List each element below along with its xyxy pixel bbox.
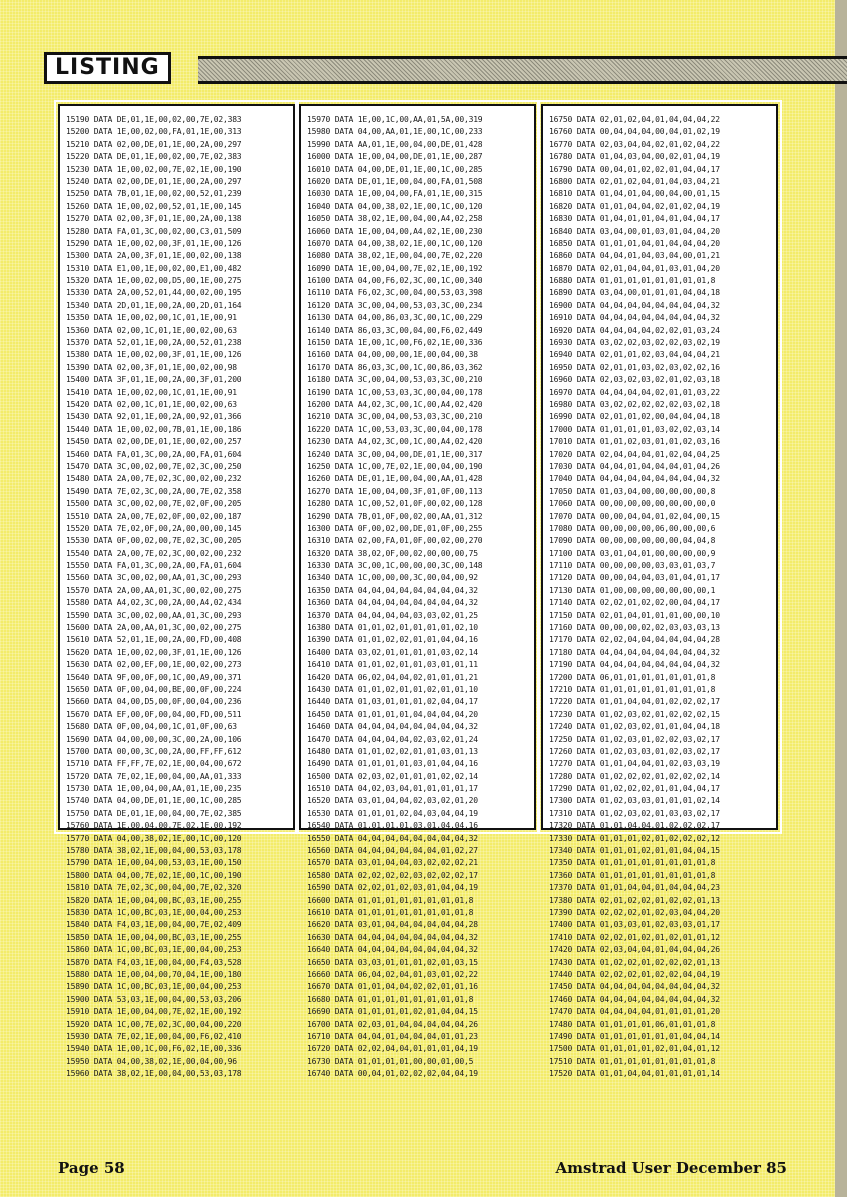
listing-line: 15330 DATA 2A,00,52,01,44,00,02,00,195 [66,288,242,298]
listing-line: 17000 DATA 01,01,01,01,03,02,02,03,14 [549,424,720,434]
issue-label: Amstrad User December 85 [555,1159,787,1177]
listing-line: 15700 DATA 00,00,3C,00,2A,00,FF,FF,612 [66,746,242,756]
listing-line: 15410 DATA 1E,00,02,00,1C,01,1E,00,91 [66,387,237,397]
listing-line: 15660 DATA 04,00,D5,00,0F,00,04,00,236 [66,697,242,707]
listing-line: 16930 DATA 03,02,02,03,02,02,03,02,19 [549,338,720,348]
listing-line: 16610 DATA 01,01,01,01,01,01,01,01,8 [307,908,474,917]
listing-line: 17030 DATA 04,04,01,04,04,04,01,04,26 [549,461,720,471]
listing-line: 15910 DATA 1E,00,04,00,7E,02,1E,00,192 [66,1007,242,1017]
listing-line: 15840 DATA F4,03,1E,00,04,00,7E,02,409 [66,920,242,930]
listing-line: 15860 DATA 1C,00,BC,03,1E,00,04,00,253 [66,945,242,955]
listing-line: 17480 DATA 01,01,01,01,06,01,01,01,8 [549,1019,716,1029]
listing-line: 16860 DATA 04,04,01,04,03,04,00,01,21 [549,251,720,261]
listing-line: 15800 DATA 04,00,7E,02,1E,00,1C,00,190 [66,870,242,880]
listing-line: 16800 DATA 02,01,02,04,01,04,03,04,21 [549,176,720,186]
listing-line: 16730 DATA 01,01,01,01,00,00,01,00,5 [307,1056,474,1066]
listing-line: 17260 DATA 01,02,03,03,01,02,03,02,17 [549,746,720,756]
listing-line: 15400 DATA 3F,01,1E,00,2A,00,3F,01,200 [66,375,242,385]
listing-line: 17310 DATA 01,02,03,02,01,03,03,02,17 [549,808,720,818]
listing-line: 17330 DATA 01,01,01,02,01,02,02,02,12 [549,833,720,843]
listing-line: 17090 DATA 00,00,00,00,00,00,04,04,8 [549,536,716,546]
listing-line: 16100 DATA 04,00,F6,02,3C,00,1C,00,340 [307,276,483,286]
listing-line: 16630 DATA 04,04,04,04,04,04,04,04,32 [307,932,478,942]
listing-line: 16410 DATA 01,01,02,01,01,03,01,01,11 [307,660,478,670]
listing-line: 16080 DATA 38,02,1E,00,04,00,7E,02,220 [307,251,483,261]
listing-line: 17140 DATA 02,02,01,02,02,00,04,04,17 [549,598,720,608]
listing-line: 16890 DATA 03,04,00,01,01,01,04,04,18 [549,288,720,298]
listing-line: 15620 DATA 1E,00,02,00,3F,01,1E,00,126 [66,647,242,657]
listing-line: 16540 DATA 01,01,01,01,03,01,04,04,16 [307,821,478,831]
listing-line: 15610 DATA 52,01,1E,00,2A,00,FD,00,408 [66,635,242,645]
listing-line: 15580 DATA A4,02,3C,00,2A,00,A4,02,434 [66,598,242,608]
listing-line: 17420 DATA 02,03,04,04,01,04,04,04,26 [549,945,720,955]
listing-line: 16720 DATA 02,02,04,04,01,01,01,04,19 [307,1044,478,1054]
listing-line: 15680 DATA 0F,00,04,00,1C,01,0F,00,63 [66,722,237,732]
listing-line: 16240 DATA 3C,00,04,00,DE,01,1E,00,317 [307,449,483,459]
listing-line: 17500 DATA 01,01,01,01,02,01,04,01,12 [549,1044,720,1054]
listing-line: 15720 DATA 7E,02,1E,00,04,00,AA,01,333 [66,771,242,781]
listing-line: 16090 DATA 1E,00,04,00,7E,02,1E,00,192 [307,263,483,273]
listing-line: 16570 DATA 03,01,04,04,03,02,02,02,21 [307,858,478,868]
listing-line: 15990 DATA AA,01,1E,00,04,00,DE,01,428 [307,139,483,149]
listing-line: 17380 DATA 02,01,02,02,01,02,02,01,13 [549,895,720,905]
listing-line: 15830 DATA 1C,00,BC,03,1E,00,04,00,253 [66,908,242,917]
listing-line: 17180 DATA 04,04,04,04,04,04,04,04,32 [549,647,720,657]
listing-line: 15870 DATA F4,03,1E,00,04,00,F4,03,528 [66,957,242,967]
listing-line: 16150 DATA 1E,00,1C,00,F6,02,1E,00,336 [307,338,483,348]
listing-line: 17070 DATA 00,00,04,04,01,02,04,00,15 [549,511,720,521]
listing-line: 15780 DATA 38,02,1E,00,04,00,53,03,178 [66,846,242,856]
listing-line: 16520 DATA 03,01,04,04,02,03,02,01,20 [307,796,478,806]
listing-line: 15650 DATA 0F,00,04,00,BE,00,0F,00,224 [66,684,242,694]
listing-line: 15600 DATA 2A,00,AA,01,3C,00,02,00,275 [66,623,242,633]
listing-line: 15340 DATA 2D,01,1E,00,2A,00,2D,01,164 [66,300,242,310]
listing-line: 16130 DATA 04,00,86,03,3C,00,1C,00,229 [307,313,483,323]
listing-line: 15920 DATA 1C,00,7E,02,3C,00,04,00,220 [66,1019,242,1029]
listing-line: 15430 DATA 92,01,1E,00,2A,00,92,01,366 [66,412,242,422]
listing-line: 16370 DATA 04,04,04,04,03,03,02,01,25 [307,610,478,620]
listing-line: 16260 DATA DE,01,1E,00,04,00,AA,01,428 [307,474,483,484]
listing-line: 15200 DATA 1E,00,02,00,FA,01,1E,00,313 [66,127,242,137]
listing-line: 15790 DATA 1E,00,04,00,53,03,1E,00,150 [66,858,242,868]
listing-line: 16980 DATA 03,02,02,02,02,02,03,02,18 [549,399,720,409]
listing-line: 17250 DATA 01,02,03,01,02,02,03,02,17 [549,734,720,744]
listing-line: 16170 DATA 86,03,3C,00,1C,00,86,03,362 [307,362,483,372]
listing-line: 17350 DATA 01,01,01,01,01,01,01,01,8 [549,858,716,868]
listing-line: 16350 DATA 04,04,04,04,04,04,04,04,32 [307,585,478,595]
listing-line: 17040 DATA 04,04,04,04,04,04,04,04,32 [549,474,720,484]
listing-lines [60,114,293,1079]
listing-column-1 [58,104,295,1079]
listing-line: 16660 DATA 06,04,02,04,01,03,01,02,22 [307,969,478,979]
listing-line: 17020 DATA 02,04,04,04,01,02,04,04,25 [549,449,720,459]
listing-line: 15530 DATA 0F,00,02,00,7E,02,3C,00,205 [66,536,242,546]
listing-line: 16000 DATA 1E,00,04,00,DE,01,1E,00,287 [307,152,483,162]
listing-line: 16970 DATA 04,04,04,04,02,01,01,03,22 [549,387,720,397]
listing-line: 17270 DATA 01,01,04,04,01,02,03,03,19 [549,759,720,769]
listing-line: 16950 DATA 02,01,01,03,02,03,02,02,16 [549,362,720,372]
listing-line: 15760 DATA 1E,00,04,00,7E,02,1E,00,192 [66,821,242,831]
listing-line: 15190 DATA DE,01,1E,00,02,00,7E,02,383 [66,115,242,124]
listing-line: 15670 DATA EF,00,0F,00,04,00,FD,00,511 [66,709,242,719]
listing-line: 15480 DATA 2A,00,7E,02,3C,00,02,00,232 [66,474,242,484]
listing-line: 17080 DATA 00,00,00,00,06,00,00,00,6 [549,523,716,533]
listing-line: 16770 DATA 02,03,04,04,02,01,02,04,22 [549,139,720,149]
listing-line: 16510 DATA 04,02,03,04,01,01,01,01,17 [307,784,478,794]
listing-line: 15890 DATA 1C,00,BC,03,1E,00,04,00,253 [66,982,242,992]
listing-line: 16990 DATA 02,01,01,02,00,04,04,04,18 [549,412,720,422]
listing-line: 17470 DATA 04,04,04,04,01,01,01,01,20 [549,1007,720,1017]
listing-line: 17510 DATA 01,01,01,01,01,01,01,01,8 [549,1056,716,1066]
listing-line: 15880 DATA 1E,00,04,00,70,04,1E,00,180 [66,969,242,979]
listing-line: 17400 DATA 01,03,03,01,02,03,03,01,17 [549,920,720,930]
listing-line: 16670 DATA 01,01,04,04,02,02,01,01,16 [307,982,478,992]
listing-line: 15560 DATA 3C,00,02,00,AA,01,3C,00,293 [66,573,242,583]
listing-line: 17360 DATA 01,01,01,01,01,01,01,01,8 [549,870,716,880]
listing-line: 17290 DATA 01,02,02,02,01,01,04,04,17 [549,784,720,794]
listing-line: 15290 DATA 1E,00,02,00,3F,01,1E,00,126 [66,238,242,248]
listing-line: 15380 DATA 1E,00,02,00,3F,01,1E,00,126 [66,350,242,360]
section-header [30,44,847,88]
listing-line: 15550 DATA FA,01,3C,00,2A,00,FA,01,604 [66,561,242,571]
listing-line: 17060 DATA 00,00,00,00,00,00,00,00,0 [549,499,716,509]
listing-line: 15640 DATA 9F,00,0F,00,1C,00,A9,00,371 [66,672,242,682]
listing-line: 17410 DATA 02,02,01,02,01,02,01,01,12 [549,932,720,942]
listing-line: 15770 DATA 04,00,38,02,1E,00,1C,00,120 [66,833,242,843]
listing-line: 16500 DATA 02,03,02,01,01,01,02,02,14 [307,771,478,781]
listing-line: 17150 DATA 02,01,04,01,01,01,00,00,10 [549,610,720,620]
listing-line: 15730 DATA 1E,00,04,00,AA,01,1E,00,235 [66,784,242,794]
listing-line: 15900 DATA 53,03,1E,00,04,00,53,03,206 [66,994,242,1004]
listing-line: 15310 DATA E1,00,1E,00,02,00,E1,00,482 [66,263,242,273]
listing-line: 15540 DATA 2A,00,7E,02,3C,00,02,00,232 [66,548,242,558]
listing-line: 17390 DATA 02,02,02,01,02,03,04,04,20 [549,908,720,917]
listing-line: 17220 DATA 01,01,04,04,01,02,02,02,17 [549,697,720,707]
page-number: Page 58 [58,1159,125,1177]
listing-line: 16490 DATA 01,01,01,01,03,01,04,04,16 [307,759,478,769]
listing-line: 16440 DATA 01,03,01,01,01,02,04,04,17 [307,697,478,707]
listing-line: 16650 DATA 03,03,01,01,01,02,01,03,15 [307,957,478,967]
listing-line: 15460 DATA FA,01,3C,00,2A,00,FA,01,604 [66,449,242,459]
listing-label: LISTING [44,52,171,84]
listing-line: 16310 DATA 02,00,FA,01,0F,00,02,00,270 [307,536,483,546]
listing-line: 17230 DATA 01,02,03,02,01,02,02,02,15 [549,709,720,719]
listing-line: 16420 DATA 06,02,04,04,02,01,01,01,21 [307,672,478,682]
listing-line: 15370 DATA 52,01,1E,00,2A,00,52,01,238 [66,338,242,348]
listing-line: 16230 DATA A4,02,3C,00,1C,00,A4,02,420 [307,437,483,447]
listing-line: 16900 DATA 04,04,04,04,04,04,04,04,32 [549,300,720,310]
listing-line: 15510 DATA 2A,00,7E,02,0F,00,02,00,187 [66,511,242,521]
listing-line: 16220 DATA 1C,00,53,03,3C,00,04,00,178 [307,424,483,434]
listing-line: 17520 DATA 01,01,04,04,01,01,01,01,14 [549,1069,720,1079]
listing-line: 16390 DATA 01,01,02,02,01,01,04,04,16 [307,635,478,645]
listing-line: 16960 DATA 02,03,02,03,02,01,02,03,18 [549,375,720,385]
listing-line: 17490 DATA 01,01,01,01,01,01,04,04,14 [549,1031,720,1041]
listing-column-2 [299,104,536,1079]
listing-line: 16470 DATA 04,04,04,04,02,03,02,01,24 [307,734,478,744]
listing-line: 17300 DATA 01,02,03,03,01,01,01,02,14 [549,796,720,806]
listing-line: 15360 DATA 02,00,1C,01,1E,00,02,00,63 [66,325,237,335]
listing-line: 16530 DATA 01,01,01,02,04,03,04,04,19 [307,808,478,818]
listing-line: 16480 DATA 01,01,02,02,01,01,03,01,13 [307,746,478,756]
listing-line: 16590 DATA 02,02,01,02,03,01,04,04,19 [307,883,478,893]
listing-column-3 [541,104,778,1079]
listing-line: 15710 DATA FF,FF,7E,02,1E,00,04,00,672 [66,759,242,769]
listing-line: 16580 DATA 02,02,02,02,03,02,02,02,17 [307,870,478,880]
listing-line: 16380 DATA 01,01,02,01,01,01,01,02,10 [307,623,478,633]
listing-line: 17240 DATA 01,02,03,02,01,01,04,04,18 [549,722,720,732]
listing-line: 15390 DATA 02,00,3F,01,1E,00,02,00,98 [66,362,237,372]
listing-line: 15850 DATA 1E,00,04,00,BC,03,1E,00,255 [66,932,242,942]
listing-line: 16740 DATA 00,04,01,02,02,02,04,04,19 [307,1069,478,1079]
listing-line: 15820 DATA 1E,00,04,00,BC,03,1E,00,255 [66,895,242,905]
listing-line: 17050 DATA 01,03,04,00,00,00,00,00,8 [549,486,716,496]
listing-line: 15420 DATA 02,00,1C,01,1E,00,02,00,63 [66,399,237,409]
listing-line: 17460 DATA 04,04,04,04,04,04,04,04,32 [549,994,720,1004]
listing-line: 16600 DATA 01,01,01,01,01,01,01,01,8 [307,895,474,905]
listing-line: 16790 DATA 00,04,01,02,02,01,04,04,17 [549,164,720,174]
listing-line: 17450 DATA 04,04,04,04,04,04,04,04,32 [549,982,720,992]
listing-line: 17200 DATA 06,01,01,01,01,01,01,01,8 [549,672,716,682]
listing-line: 16010 DATA 04,00,DE,01,1E,00,1C,00,285 [307,164,483,174]
listing-line: 15240 DATA 02,00,DE,01,1E,00,2A,00,297 [66,176,242,186]
listing-line: 16180 DATA 3C,00,04,00,53,03,3C,00,210 [307,375,483,385]
listing-line: 15590 DATA 3C,00,02,00,AA,01,3C,00,293 [66,610,242,620]
listing-line: 15570 DATA 2A,00,AA,01,3C,00,02,00,275 [66,585,242,595]
listing-line: 15630 DATA 02,00,EF,00,1E,00,02,00,273 [66,660,242,670]
listing-line: 16920 DATA 04,04,04,04,02,02,01,03,24 [549,325,720,335]
listing-line: 16640 DATA 04,04,04,04,04,04,04,04,32 [307,945,478,955]
listing-line: 17430 DATA 01,02,02,01,02,02,02,01,13 [549,957,720,967]
listing-line: 17170 DATA 02,02,04,04,04,04,04,04,28 [549,635,720,645]
listing-line: 15490 DATA 7E,02,3C,00,2A,00,7E,02,358 [66,486,242,496]
listing-line: 16620 DATA 03,01,04,04,04,04,04,04,28 [307,920,478,930]
listing-line: 16290 DATA 7B,01,0F,00,02,00,AA,01,312 [307,511,483,521]
listing-line: 16550 DATA 04,04,04,04,04,04,04,04,32 [307,833,478,843]
listing-line: 17100 DATA 03,01,04,01,00,00,00,00,9 [549,548,716,558]
listing-line: 15350 DATA 1E,00,02,00,1C,01,1E,00,91 [66,313,237,323]
listing-line: 17160 DATA 00,00,00,02,02,03,03,03,13 [549,623,720,633]
listing-line: 15980 DATA 04,00,AA,01,1E,00,1C,00,233 [307,127,483,137]
listing-line: 15450 DATA 02,00,DE,01,1E,00,02,00,257 [66,437,242,447]
listing-line: 17210 DATA 01,01,01,01,01,01,01,01,8 [549,684,716,694]
listing-line: 16680 DATA 01,01,01,01,01,01,01,01,8 [307,994,474,1004]
listing-line: 15250 DATA 7B,01,1E,00,02,00,52,01,239 [66,189,242,199]
listing-line: 16810 DATA 01,04,01,04,00,04,00,01,15 [549,189,720,199]
listing-line: 16200 DATA A4,02,3C,00,1C,00,A4,02,420 [307,399,483,409]
listing-line: 16850 DATA 01,01,01,04,01,04,04,04,20 [549,238,720,248]
listing-line: 16280 DATA 1C,00,52,01,0F,00,02,00,128 [307,499,483,509]
listing-line: 15210 DATA 02,00,DE,01,1E,00,2A,00,297 [66,139,242,149]
listing-line: 15750 DATA DE,01,1E,00,04,00,7E,02,385 [66,808,242,818]
listing-line: 16560 DATA 04,04,04,04,04,04,01,02,27 [307,846,478,856]
listing-lines [543,114,776,1079]
listing-line: 15950 DATA 04,00,38,02,1E,00,04,00,96 [66,1056,237,1066]
listing-line: 16430 DATA 01,01,02,01,01,02,01,01,10 [307,684,478,694]
listing-line: 16070 DATA 04,00,38,02,1E,00,1C,00,120 [307,238,483,248]
listing-line: 16060 DATA 1E,00,04,00,A4,02,1E,00,230 [307,226,483,236]
listing-line: 17320 DATA 01,01,04,04,01,02,02,02,17 [549,821,720,831]
listing-line: 16820 DATA 01,01,04,04,02,01,02,04,19 [549,201,720,211]
listing-line: 17280 DATA 01,02,02,02,01,02,02,02,14 [549,771,720,781]
listing-line: 15230 DATA 1E,00,02,00,7E,02,1E,00,190 [66,164,242,174]
listing-line: 16870 DATA 02,01,04,04,01,03,01,04,20 [549,263,720,273]
listing-line: 17190 DATA 04,04,04,04,04,04,04,04,32 [549,660,720,670]
listing-line: 16040 DATA 04,00,38,02,1E,00,1C,00,120 [307,201,483,211]
listing-line: 15500 DATA 3C,00,02,00,7E,02,0F,00,205 [66,499,242,509]
header-bar [198,56,847,84]
listing-line: 16320 DATA 38,02,0F,00,02,00,00,00,75 [307,548,478,558]
listing-line: 15970 DATA 1E,00,1C,00,AA,01,5A,00,319 [307,115,483,124]
listing-line: 17120 DATA 00,00,04,04,03,01,04,01,17 [549,573,720,583]
listing-line: 15470 DATA 3C,00,02,00,7E,02,3C,00,250 [66,461,242,471]
listing-line: 16460 DATA 04,04,04,04,04,04,04,04,32 [307,722,478,732]
listing-line: 17440 DATA 02,02,02,01,02,02,04,04,19 [549,969,720,979]
listing-lines [301,114,534,1079]
listing-line: 15940 DATA 1E,00,1C,00,F6,02,1E,00,336 [66,1044,242,1054]
listing-line: 16910 DATA 04,04,04,04,04,04,04,04,32 [549,313,720,323]
listing-line: 16700 DATA 02,03,01,04,04,04,04,04,26 [307,1019,478,1029]
listing-line: 17370 DATA 01,01,04,04,01,04,04,04,23 [549,883,720,893]
listing-line: 16840 DATA 03,04,00,01,03,01,04,04,20 [549,226,720,236]
page-edge-strip [835,0,847,1197]
listing-line: 15440 DATA 1E,00,02,00,7B,01,1E,00,186 [66,424,242,434]
listing-line: 16710 DATA 04,04,01,04,04,04,01,01,23 [307,1031,478,1041]
listing-line: 15220 DATA DE,01,1E,00,02,00,7E,02,383 [66,152,242,162]
listing-line: 17340 DATA 01,01,01,02,01,01,04,04,15 [549,846,720,856]
listing-line: 16250 DATA 1C,00,7E,02,1E,00,04,00,190 [307,461,483,471]
listing-line: 16020 DATA DE,01,1E,00,04,00,FA,01,508 [307,176,483,186]
listing-line: 16330 DATA 3C,00,1C,00,00,00,3C,00,148 [307,561,483,571]
listing-line: 15520 DATA 7E,02,0F,00,2A,00,00,00,145 [66,523,242,533]
listing-line: 16760 DATA 00,04,04,04,00,04,01,02,19 [549,127,720,137]
listing-line: 16110 DATA F6,02,3C,00,04,00,53,03,398 [307,288,483,298]
listing-line: 16050 DATA 38,02,1E,00,04,00,A4,02,258 [307,214,483,224]
listing-line: 16780 DATA 01,04,03,04,00,02,01,04,19 [549,152,720,162]
listing-line: 15690 DATA 04,00,00,00,3C,00,2A,00,106 [66,734,242,744]
listing-line: 16140 DATA 86,03,3C,00,04,00,F6,02,449 [307,325,483,335]
listing-line: 16210 DATA 3C,00,04,00,53,03,3C,00,210 [307,412,483,422]
listing-line: 16690 DATA 01,01,01,01,02,01,04,04,15 [307,1007,478,1017]
listing-line: 15740 DATA 04,00,DE,01,1E,00,1C,00,285 [66,796,242,806]
listing-line: 16940 DATA 02,01,01,02,03,04,04,04,21 [549,350,720,360]
listing-line: 16450 DATA 01,01,01,01,04,04,04,04,20 [307,709,478,719]
listing-line: 16880 DATA 01,01,01,01,01,01,01,01,8 [549,276,716,286]
listing-line: 15260 DATA 1E,00,02,00,52,01,1E,00,145 [66,201,242,211]
listing-line: 16340 DATA 1C,00,00,00,3C,00,04,00,92 [307,573,478,583]
listing-line: 16400 DATA 03,02,01,01,01,01,03,02,14 [307,647,478,657]
listing-line: 16360 DATA 04,04,04,04,04,04,04,04,32 [307,598,478,608]
listing-line: 15960 DATA 38,02,1E,00,04,00,53,03,178 [66,1069,242,1079]
listing-line: 15280 DATA FA,01,3C,00,02,00,C3,01,509 [66,226,242,236]
listing-line: 16270 DATA 1E,00,04,00,3F,01,0F,00,113 [307,486,483,496]
listing-line: 16120 DATA 3C,00,04,00,53,03,3C,00,234 [307,300,483,310]
listing-line: 15810 DATA 7E,02,3C,00,04,00,7E,02,320 [66,883,242,893]
listing-line: 17110 DATA 00,00,00,00,03,03,01,03,7 [549,561,716,571]
listing-line: 16190 DATA 1C,00,53,03,3C,00,04,00,178 [307,387,483,397]
listing-line: 16830 DATA 01,04,01,01,04,01,04,04,17 [549,214,720,224]
listing-line: 15930 DATA 7E,02,1E,00,04,00,F6,02,410 [66,1031,242,1041]
listing-line: 16030 DATA 1E,00,04,00,FA,01,1E,00,315 [307,189,483,199]
listing-line: 15300 DATA 2A,00,3F,01,1E,00,02,00,138 [66,251,242,261]
listing-line: 16750 DATA 02,01,02,04,01,04,04,04,22 [549,115,720,124]
listing-line: 16160 DATA 04,00,00,00,1E,00,04,00,38 [307,350,478,360]
listing-line: 16300 DATA 0F,00,02,00,DE,01,0F,00,255 [307,523,483,533]
listing-line: 17010 DATA 01,01,02,03,01,01,02,03,16 [549,437,720,447]
listing-line: 17130 DATA 01,00,00,00,00,00,00,00,1 [549,585,716,595]
listing-line: 15320 DATA 1E,00,02,00,D5,00,1E,00,275 [66,276,242,286]
listing-line: 15270 DATA 02,00,3F,01,1E,00,2A,00,138 [66,214,242,224]
